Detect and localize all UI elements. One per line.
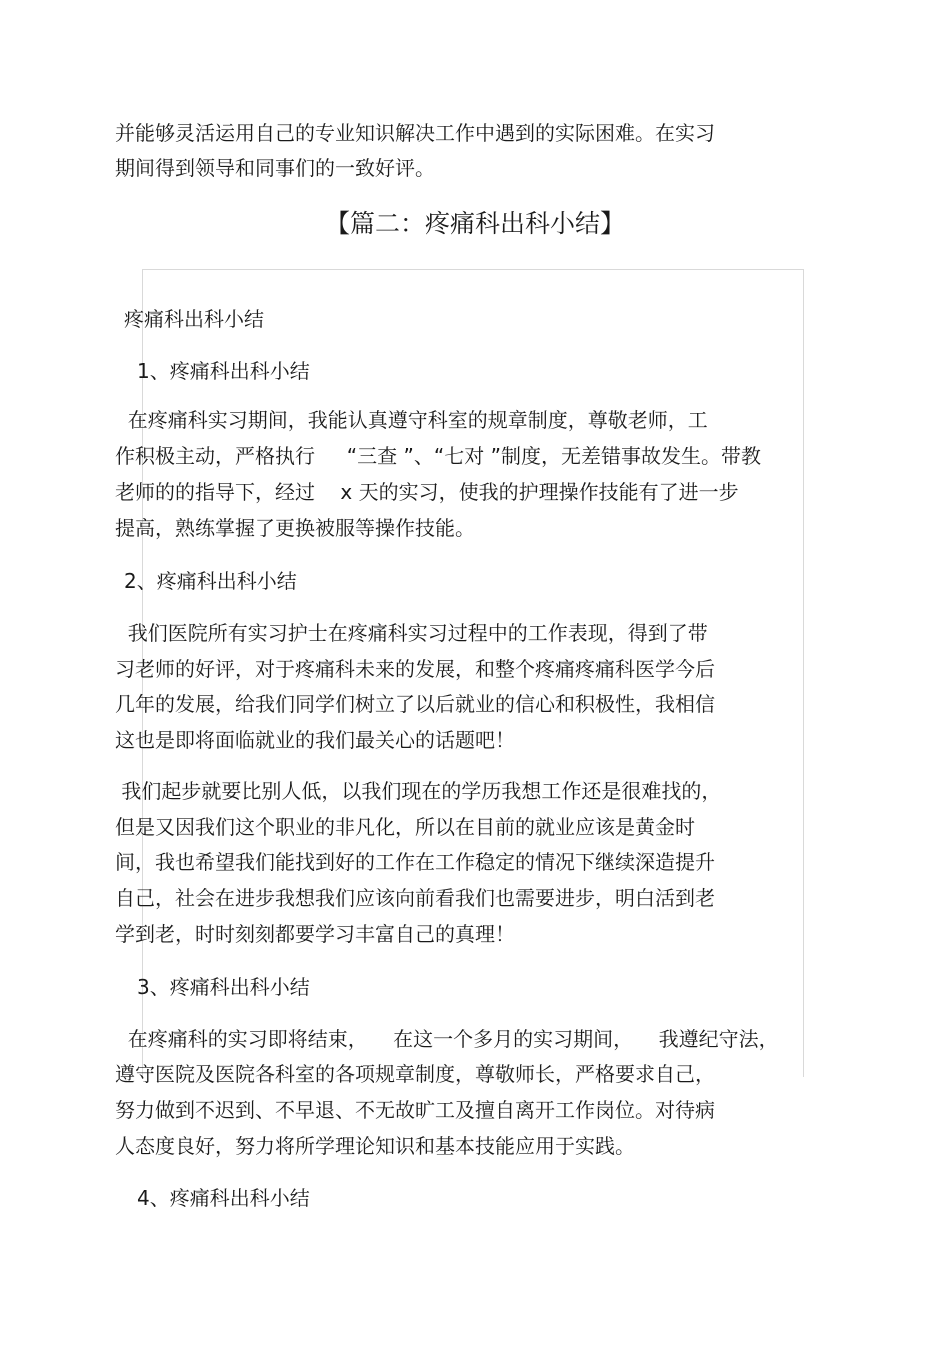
doc-title: 疼痛科出科小结	[124, 307, 264, 331]
item-2-line: 习老师的好评，对于疼痛科未来的发展，和整个疼痛疼痛科医学今后	[115, 657, 715, 681]
item-2-line: 自己，社会在进步我想我们应该向前看我们也需要进步，明白活到老	[115, 886, 715, 910]
item-2-line: 我们起步就要比别人低，以我们现在的学历我想工作还是很难找的，	[115, 779, 722, 803]
item-1-line: 提高，熟练掌握了更换被服等操作技能。	[115, 516, 475, 540]
item-2-line: 间，我也希望我们能找到好的工作在工作稳定的情况下继续深造提升	[115, 850, 715, 874]
item-3-heading: 3、疼痛科出科小结	[137, 975, 310, 999]
intro-line: 期间得到领导和同事们的一致好评。	[115, 156, 435, 180]
item-3-line: 人态度良好，努力将所学理论知识和基本技能应用于实践。	[115, 1134, 635, 1158]
section-title: 【篇二：疼痛科出科小结】	[324, 209, 625, 238]
item-2-line: 我们医院所有实习护士在疼痛科实习过程中的工作表现，得到了带	[115, 621, 708, 645]
item-1-line: 老师的的指导下，经过 x 天的实习，使我的护理操作技能有了进一步	[115, 480, 739, 504]
item-1-line: 在疼痛科实习期间，我能认真遵守科室的规章制度，尊敬老师，工	[115, 408, 708, 432]
item-4-heading: 4、疼痛科出科小结	[137, 1186, 310, 1210]
item-3-line: 在疼痛科的实习即将结束， 在这一个多月的实习期间， 我遵纪守法，	[115, 1027, 779, 1051]
item-2-line: 学到老，时时刻刻都要学习丰富自己的真理！	[115, 922, 515, 946]
item-2-line: 几年的发展，给我们同学们树立了以后就业的信心和积极性，我相信	[115, 692, 715, 716]
item-1-line: 作积极主动，严格执行 “三查 ”、“七对 ”制度，无差错事故发生。带教	[115, 444, 761, 468]
item-2-line: 这也是即将面临就业的我们最关心的话题吧！	[115, 728, 515, 752]
item-2-line: 但是又因我们这个职业的非凡化，所以在目前的就业应该是黄金时	[115, 815, 695, 839]
intro-line: 并能够灵活运用自己的专业知识解决工作中遇到的实际困难。在实习	[115, 121, 715, 145]
item-3-line: 遵守医院及医院各科室的各项规章制度，尊敬师长，严格要求自己，	[115, 1062, 715, 1086]
item-2-heading: 2、疼痛科出科小结	[124, 569, 297, 593]
item-1-heading: 1、疼痛科出科小结	[137, 359, 310, 383]
item-3-line: 努力做到不迟到、不早退、不无故旷工及擅自离开工作岗位。对待病	[115, 1098, 715, 1122]
